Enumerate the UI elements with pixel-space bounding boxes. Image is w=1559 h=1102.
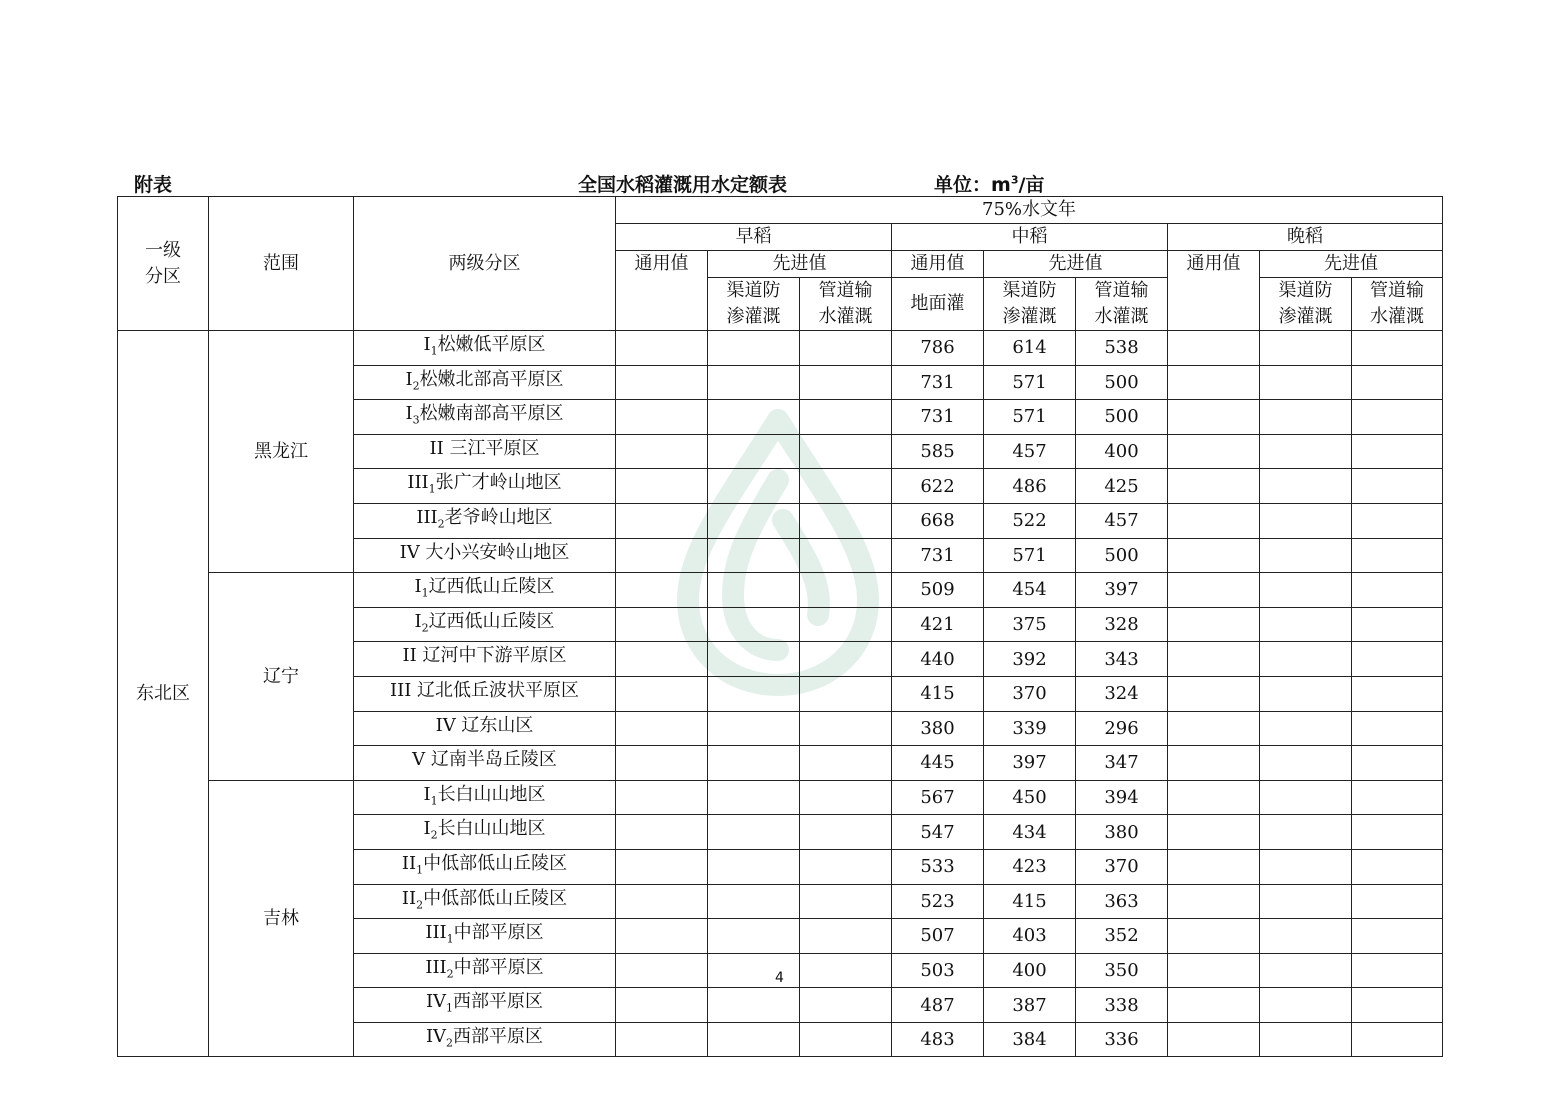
zone-name-cell: II 辽河中下游平原区 (354, 642, 616, 677)
value-cell: 457 (1076, 503, 1168, 538)
value-cell: 445 (892, 746, 984, 781)
empty-cell (1352, 538, 1443, 573)
empty-cell (1352, 331, 1443, 366)
header-mid-general: 通用值 (892, 251, 984, 278)
zone-name-cell: II 三江平原区 (354, 434, 616, 469)
empty-cell (1352, 919, 1443, 954)
header-level1-zone: 一级 分区 (118, 197, 209, 331)
value-cell: 547 (892, 815, 984, 850)
empty-cell (1352, 1022, 1443, 1057)
table-caption (0, 166, 1559, 196)
empty-cell (1352, 676, 1443, 711)
empty-cell (1260, 607, 1352, 642)
value-cell: 339 (984, 711, 1076, 746)
header-late-canal: 渠道防 渗灌溉 (1260, 278, 1352, 331)
value-cell: 338 (1076, 988, 1168, 1023)
empty-cell (616, 919, 708, 954)
value-cell: 380 (892, 711, 984, 746)
value-cell: 571 (984, 400, 1076, 435)
value-cell: 731 (892, 365, 984, 400)
header-late-pipe: 管道输 水灌溉 (1352, 278, 1443, 331)
empty-cell (708, 711, 800, 746)
empty-cell (800, 746, 892, 781)
value-cell: 415 (984, 884, 1076, 919)
empty-cell (1352, 849, 1443, 884)
value-cell: 387 (984, 988, 1076, 1023)
header-mid-surface: 地面灌 (892, 278, 984, 331)
empty-cell (1260, 331, 1352, 366)
empty-cell (708, 884, 800, 919)
empty-cell (616, 607, 708, 642)
value-cell: 370 (1076, 849, 1168, 884)
header-late-general: 通用值 (1168, 251, 1260, 331)
empty-cell (1260, 919, 1352, 954)
value-cell: 392 (984, 642, 1076, 677)
empty-cell (800, 434, 892, 469)
value-cell: 347 (1076, 746, 1168, 781)
empty-cell (1260, 503, 1352, 538)
empty-cell (1168, 919, 1260, 954)
empty-cell (616, 503, 708, 538)
zone-name-cell: $I_1$松嫩低平原区 (354, 331, 616, 366)
value-cell: 500 (1076, 538, 1168, 573)
empty-cell (1168, 573, 1260, 608)
empty-cell (616, 331, 708, 366)
value-cell: 328 (1076, 607, 1168, 642)
header-early-advanced: 先进值 (708, 251, 892, 278)
header-late-advanced: 先进值 (1260, 251, 1443, 278)
empty-cell (800, 676, 892, 711)
value-cell: 421 (892, 607, 984, 642)
empty-cell (1260, 469, 1352, 504)
region-cell: 东北区 (118, 331, 209, 1057)
empty-cell (1260, 1022, 1352, 1057)
empty-cell (708, 919, 800, 954)
header-early-canal: 渠道防 渗灌溉 (708, 278, 800, 331)
value-cell: 509 (892, 573, 984, 608)
empty-cell (800, 538, 892, 573)
empty-cell (1352, 988, 1443, 1023)
value-cell: 363 (1076, 884, 1168, 919)
header-early-general: 通用值 (616, 251, 708, 331)
empty-cell (708, 642, 800, 677)
value-cell: 400 (984, 953, 1076, 988)
value-cell: 731 (892, 400, 984, 435)
province-cell: 吉林 (209, 780, 354, 1057)
header-late-rice: 晚稻 (1168, 224, 1443, 251)
empty-cell (1168, 469, 1260, 504)
page-number: 4 (775, 970, 784, 986)
empty-cell (1260, 365, 1352, 400)
empty-cell (800, 331, 892, 366)
empty-cell (1168, 884, 1260, 919)
empty-cell (708, 538, 800, 573)
zone-name-cell: $III_2$老爷岭山地区 (354, 503, 616, 538)
value-cell: 400 (1076, 434, 1168, 469)
empty-cell (1260, 573, 1352, 608)
zone-name-cell: $I_3$松嫩南部高平原区 (354, 400, 616, 435)
value-cell: 522 (984, 503, 1076, 538)
appendix-label: 附表 (134, 174, 173, 196)
empty-cell (800, 815, 892, 850)
empty-cell (1168, 607, 1260, 642)
empty-cell (800, 469, 892, 504)
empty-cell (1260, 434, 1352, 469)
value-cell: 503 (892, 953, 984, 988)
empty-cell (1168, 642, 1260, 677)
value-cell: 487 (892, 988, 984, 1023)
empty-cell (616, 538, 708, 573)
zone-name-cell: $I_1$辽西低山丘陵区 (354, 573, 616, 608)
table-row (118, 331, 1443, 366)
zone-name-cell: V 辽南半岛丘陵区 (354, 746, 616, 781)
empty-cell (800, 884, 892, 919)
empty-cell (1168, 849, 1260, 884)
empty-cell (616, 849, 708, 884)
empty-cell (616, 711, 708, 746)
empty-cell (1260, 884, 1352, 919)
empty-cell (800, 503, 892, 538)
zone-name-cell: $I_1$长白山山地区 (354, 780, 616, 815)
zone-name-cell: $II_1$中低部低山丘陵区 (354, 849, 616, 884)
empty-cell (1168, 988, 1260, 1023)
value-cell: 486 (984, 469, 1076, 504)
empty-cell (800, 365, 892, 400)
header-mid-canal: 渠道防 渗灌溉 (984, 278, 1076, 331)
empty-cell (1168, 1022, 1260, 1057)
value-cell: 397 (1076, 573, 1168, 608)
value-cell: 375 (984, 607, 1076, 642)
zone-name-cell: $I_2$松嫩北部高平原区 (354, 365, 616, 400)
value-cell: 336 (1076, 1022, 1168, 1057)
empty-cell (708, 988, 800, 1023)
zone-name-cell: III 辽北低丘波状平原区 (354, 676, 616, 711)
empty-cell (708, 676, 800, 711)
empty-cell (708, 573, 800, 608)
value-cell: 380 (1076, 815, 1168, 850)
empty-cell (616, 434, 708, 469)
header-early-rice: 早稻 (616, 224, 892, 251)
empty-cell (616, 746, 708, 781)
empty-cell (1260, 400, 1352, 435)
empty-cell (708, 849, 800, 884)
empty-cell (1260, 642, 1352, 677)
empty-cell (1352, 400, 1443, 435)
empty-cell (616, 400, 708, 435)
header-mid-pipe: 管道输 水灌溉 (1076, 278, 1168, 331)
value-cell: 450 (984, 780, 1076, 815)
empty-cell (616, 815, 708, 850)
value-cell: 352 (1076, 919, 1168, 954)
value-cell: 403 (984, 919, 1076, 954)
empty-cell (1352, 780, 1443, 815)
empty-cell (708, 331, 800, 366)
value-cell: 394 (1076, 780, 1168, 815)
value-cell: 454 (984, 573, 1076, 608)
value-cell: 500 (1076, 400, 1168, 435)
empty-cell (708, 607, 800, 642)
empty-cell (708, 1022, 800, 1057)
value-cell: 523 (892, 884, 984, 919)
empty-cell (800, 849, 892, 884)
value-cell: 370 (984, 676, 1076, 711)
empty-cell (1168, 780, 1260, 815)
zone-name-cell: $III_1$中部平原区 (354, 919, 616, 954)
province-cell: 辽宁 (209, 573, 354, 781)
empty-cell (800, 573, 892, 608)
empty-cell (1168, 365, 1260, 400)
value-cell: 397 (984, 746, 1076, 781)
value-cell: 500 (1076, 365, 1168, 400)
empty-cell (800, 780, 892, 815)
empty-cell (616, 780, 708, 815)
empty-cell (1168, 400, 1260, 435)
empty-cell (1352, 884, 1443, 919)
empty-cell (616, 573, 708, 608)
empty-cell (1260, 676, 1352, 711)
value-cell: 415 (892, 676, 984, 711)
empty-cell (1352, 815, 1443, 850)
value-cell: 507 (892, 919, 984, 954)
value-cell: 538 (1076, 331, 1168, 366)
unit-label: 单位：$m^3/$亩 (934, 173, 1045, 196)
value-cell: 567 (892, 780, 984, 815)
empty-cell (708, 400, 800, 435)
value-cell: 571 (984, 365, 1076, 400)
empty-cell (800, 642, 892, 677)
empty-cell (1260, 815, 1352, 850)
value-cell: 350 (1076, 953, 1168, 988)
empty-cell (1168, 711, 1260, 746)
empty-cell (1168, 434, 1260, 469)
header-scope: 范围 (209, 197, 354, 331)
value-cell: 571 (984, 538, 1076, 573)
zone-name-cell: $III_1$张广才岭山地区 (354, 469, 616, 504)
zone-name-cell: $II_2$中低部低山丘陵区 (354, 884, 616, 919)
value-cell: 423 (984, 849, 1076, 884)
empty-cell (1352, 642, 1443, 677)
value-cell: 425 (1076, 469, 1168, 504)
empty-cell (800, 400, 892, 435)
empty-cell (1260, 538, 1352, 573)
empty-cell (1168, 538, 1260, 573)
empty-cell (708, 746, 800, 781)
value-cell: 457 (984, 434, 1076, 469)
table-row (118, 573, 1443, 608)
empty-cell (1260, 746, 1352, 781)
header-early-pipe: 管道输 水灌溉 (800, 278, 892, 331)
empty-cell (616, 469, 708, 504)
zone-name-cell: $III_2$中部平原区 (354, 953, 616, 988)
province-cell: 黑龙江 (209, 331, 354, 573)
empty-cell (1168, 331, 1260, 366)
zone-name-cell: $IV_1$西部平原区 (354, 988, 616, 1023)
empty-cell (800, 919, 892, 954)
value-cell: 296 (1076, 711, 1168, 746)
table-row (118, 780, 1443, 815)
value-cell: 384 (984, 1022, 1076, 1057)
empty-cell (708, 503, 800, 538)
value-cell: 324 (1076, 676, 1168, 711)
empty-cell (800, 711, 892, 746)
empty-cell (616, 988, 708, 1023)
value-cell: 786 (892, 331, 984, 366)
empty-cell (800, 607, 892, 642)
header-hydro-year: 75%水文年 (616, 197, 1443, 224)
empty-cell (708, 469, 800, 504)
zone-name-cell: $IV_2$西部平原区 (354, 1022, 616, 1057)
empty-cell (1352, 469, 1443, 504)
empty-cell (1352, 711, 1443, 746)
zone-name-cell: IV 辽东山区 (354, 711, 616, 746)
header-level2-zone: 两级分区 (354, 197, 616, 331)
empty-cell (1260, 780, 1352, 815)
value-cell: 483 (892, 1022, 984, 1057)
empty-cell (1352, 746, 1443, 781)
empty-cell (1352, 503, 1443, 538)
empty-cell (616, 676, 708, 711)
rice-irrigation-quota-table (117, 196, 1443, 1057)
empty-cell (616, 1022, 708, 1057)
table-title: 全国水稻灌溉用水定额表 (578, 174, 788, 196)
empty-cell (1352, 365, 1443, 400)
empty-cell (1352, 607, 1443, 642)
empty-cell (708, 780, 800, 815)
value-cell: 585 (892, 434, 984, 469)
empty-cell (616, 884, 708, 919)
zone-name-cell: $I_2$辽西低山丘陵区 (354, 607, 616, 642)
empty-cell (1352, 434, 1443, 469)
value-cell: 434 (984, 815, 1076, 850)
empty-cell (708, 815, 800, 850)
value-cell: 533 (892, 849, 984, 884)
empty-cell (1260, 988, 1352, 1023)
header-mid-advanced: 先进值 (984, 251, 1168, 278)
empty-cell (616, 365, 708, 400)
empty-cell (1168, 815, 1260, 850)
empty-cell (1352, 573, 1443, 608)
empty-cell (708, 365, 800, 400)
empty-cell (800, 988, 892, 1023)
empty-cell (1168, 676, 1260, 711)
empty-cell (1260, 849, 1352, 884)
empty-cell (708, 434, 800, 469)
empty-cell (1168, 503, 1260, 538)
zone-name-cell: IV 大小兴安岭山地区 (354, 538, 616, 573)
value-cell: 731 (892, 538, 984, 573)
empty-cell (800, 1022, 892, 1057)
zone-name-cell: $I_2$长白山山地区 (354, 815, 616, 850)
value-cell: 343 (1076, 642, 1168, 677)
header-mid-rice: 中稻 (892, 224, 1168, 251)
value-cell: 622 (892, 469, 984, 504)
value-cell: 440 (892, 642, 984, 677)
empty-cell (616, 642, 708, 677)
empty-cell (1260, 711, 1352, 746)
empty-cell (1168, 746, 1260, 781)
value-cell: 614 (984, 331, 1076, 366)
value-cell: 668 (892, 503, 984, 538)
